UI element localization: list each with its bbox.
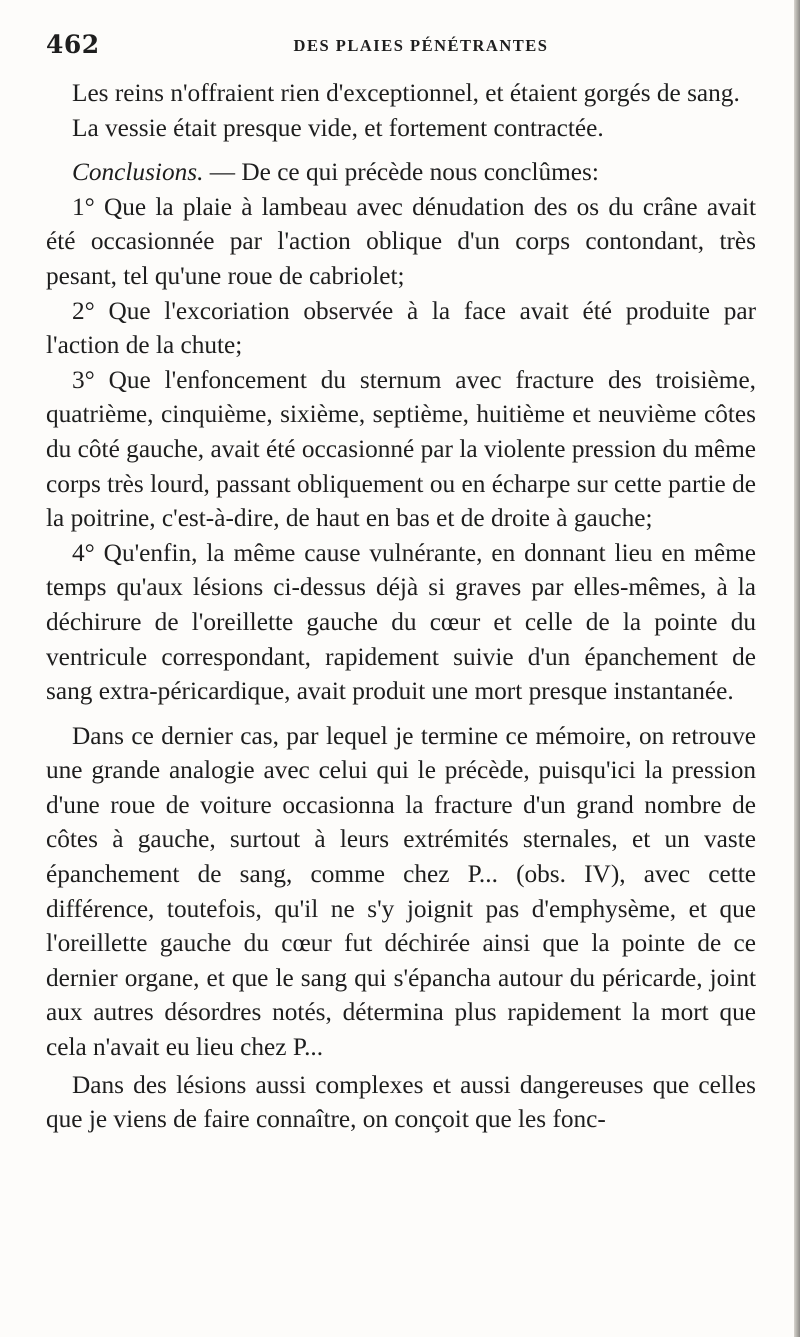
paragraph-conclusions: Conclusions. — De ce qui précède nous conclûmes: xyxy=(72,158,599,187)
conclusion-item-3: 3° Que l'enfoncement du sternum avec fracture des troisième, quatrième, cinquième, sixième, septième, huitième et neuvième côtes du côté gauche, avait été occasionné par la violente pression du même corps très lourd, passant obliquement ou en écharpe sur cette partie de la poitrine, c'est-à-dire, de haut en bas et de droite à gauche; xyxy=(46,365,756,533)
paragraph-lesions-complexes: Dans des lésions aussi complexes et aussi dangereuses que celles que je viens de faire connaître, on conçoit que les fonc- xyxy=(46,1070,756,1134)
page-header xyxy=(46,28,756,64)
running-title: DES PLAIES PÉNÉTRANTES xyxy=(293,36,549,55)
page-edge-shadow xyxy=(794,0,800,1337)
conclusion-item-2: 2° Que l'excoriation observée à la face avait été produite par l'action de la chute; xyxy=(46,296,756,360)
paragraph-dernier-cas: Dans ce dernier cas, par lequel je termine ce mémoire, on retrouve une grande analogie avec celui qui le précède, puisqu'ici la pression d'une roue de voiture occasionna la fracture d'un grand nombre de côtes à gauche, surtout à leurs extrémités sternales, et un vaste épanchement de sang, comme chez P... (obs. IV), avec cette différence, toutefois, qu'il ne s'y joignit pas d'emphysème, et que l'oreillette gauche du cœur fut déchirée ainsi que la pointe de ce dernier organe, et que le sang qui s'épancha autour du péricarde, joint aux autres désordres notés, détermina plus rapidement la mort que cela n'avait eu lieu chez P... xyxy=(46,721,756,1062)
paragraph-reins: Les reins n'offraient rien d'exceptionnel, et étaient gorgés de sang. xyxy=(72,79,740,107)
paragraph-vessie: La vessie était presque vide, et fortement contractée. xyxy=(72,113,604,142)
conclusions-lead: Conclusions. xyxy=(72,158,204,187)
page-number: 462 xyxy=(46,30,100,59)
body-text xyxy=(46,76,756,1137)
conclusion-item-4: 4° Qu'enfin, la même cause vulnérante, en donnant lieu en même temps qu'aux lésions ci-dessus déjà si graves par elles-mêmes, à la déchirure de l'oreillette gauche du cœur et celle de la pointe du ventricule correspondant, rapidement suivie d'un épanchement de sang extra-péricardique, avait produit une mort presque instantanée. xyxy=(46,538,756,706)
conclusion-item-1: 1° Que la plaie à lambeau avec dénudation des os du crâne avait été occasionnée par l'action oblique d'un corps contondant, très pesant, tel qu'une roue de cabriolet; xyxy=(46,192,756,290)
